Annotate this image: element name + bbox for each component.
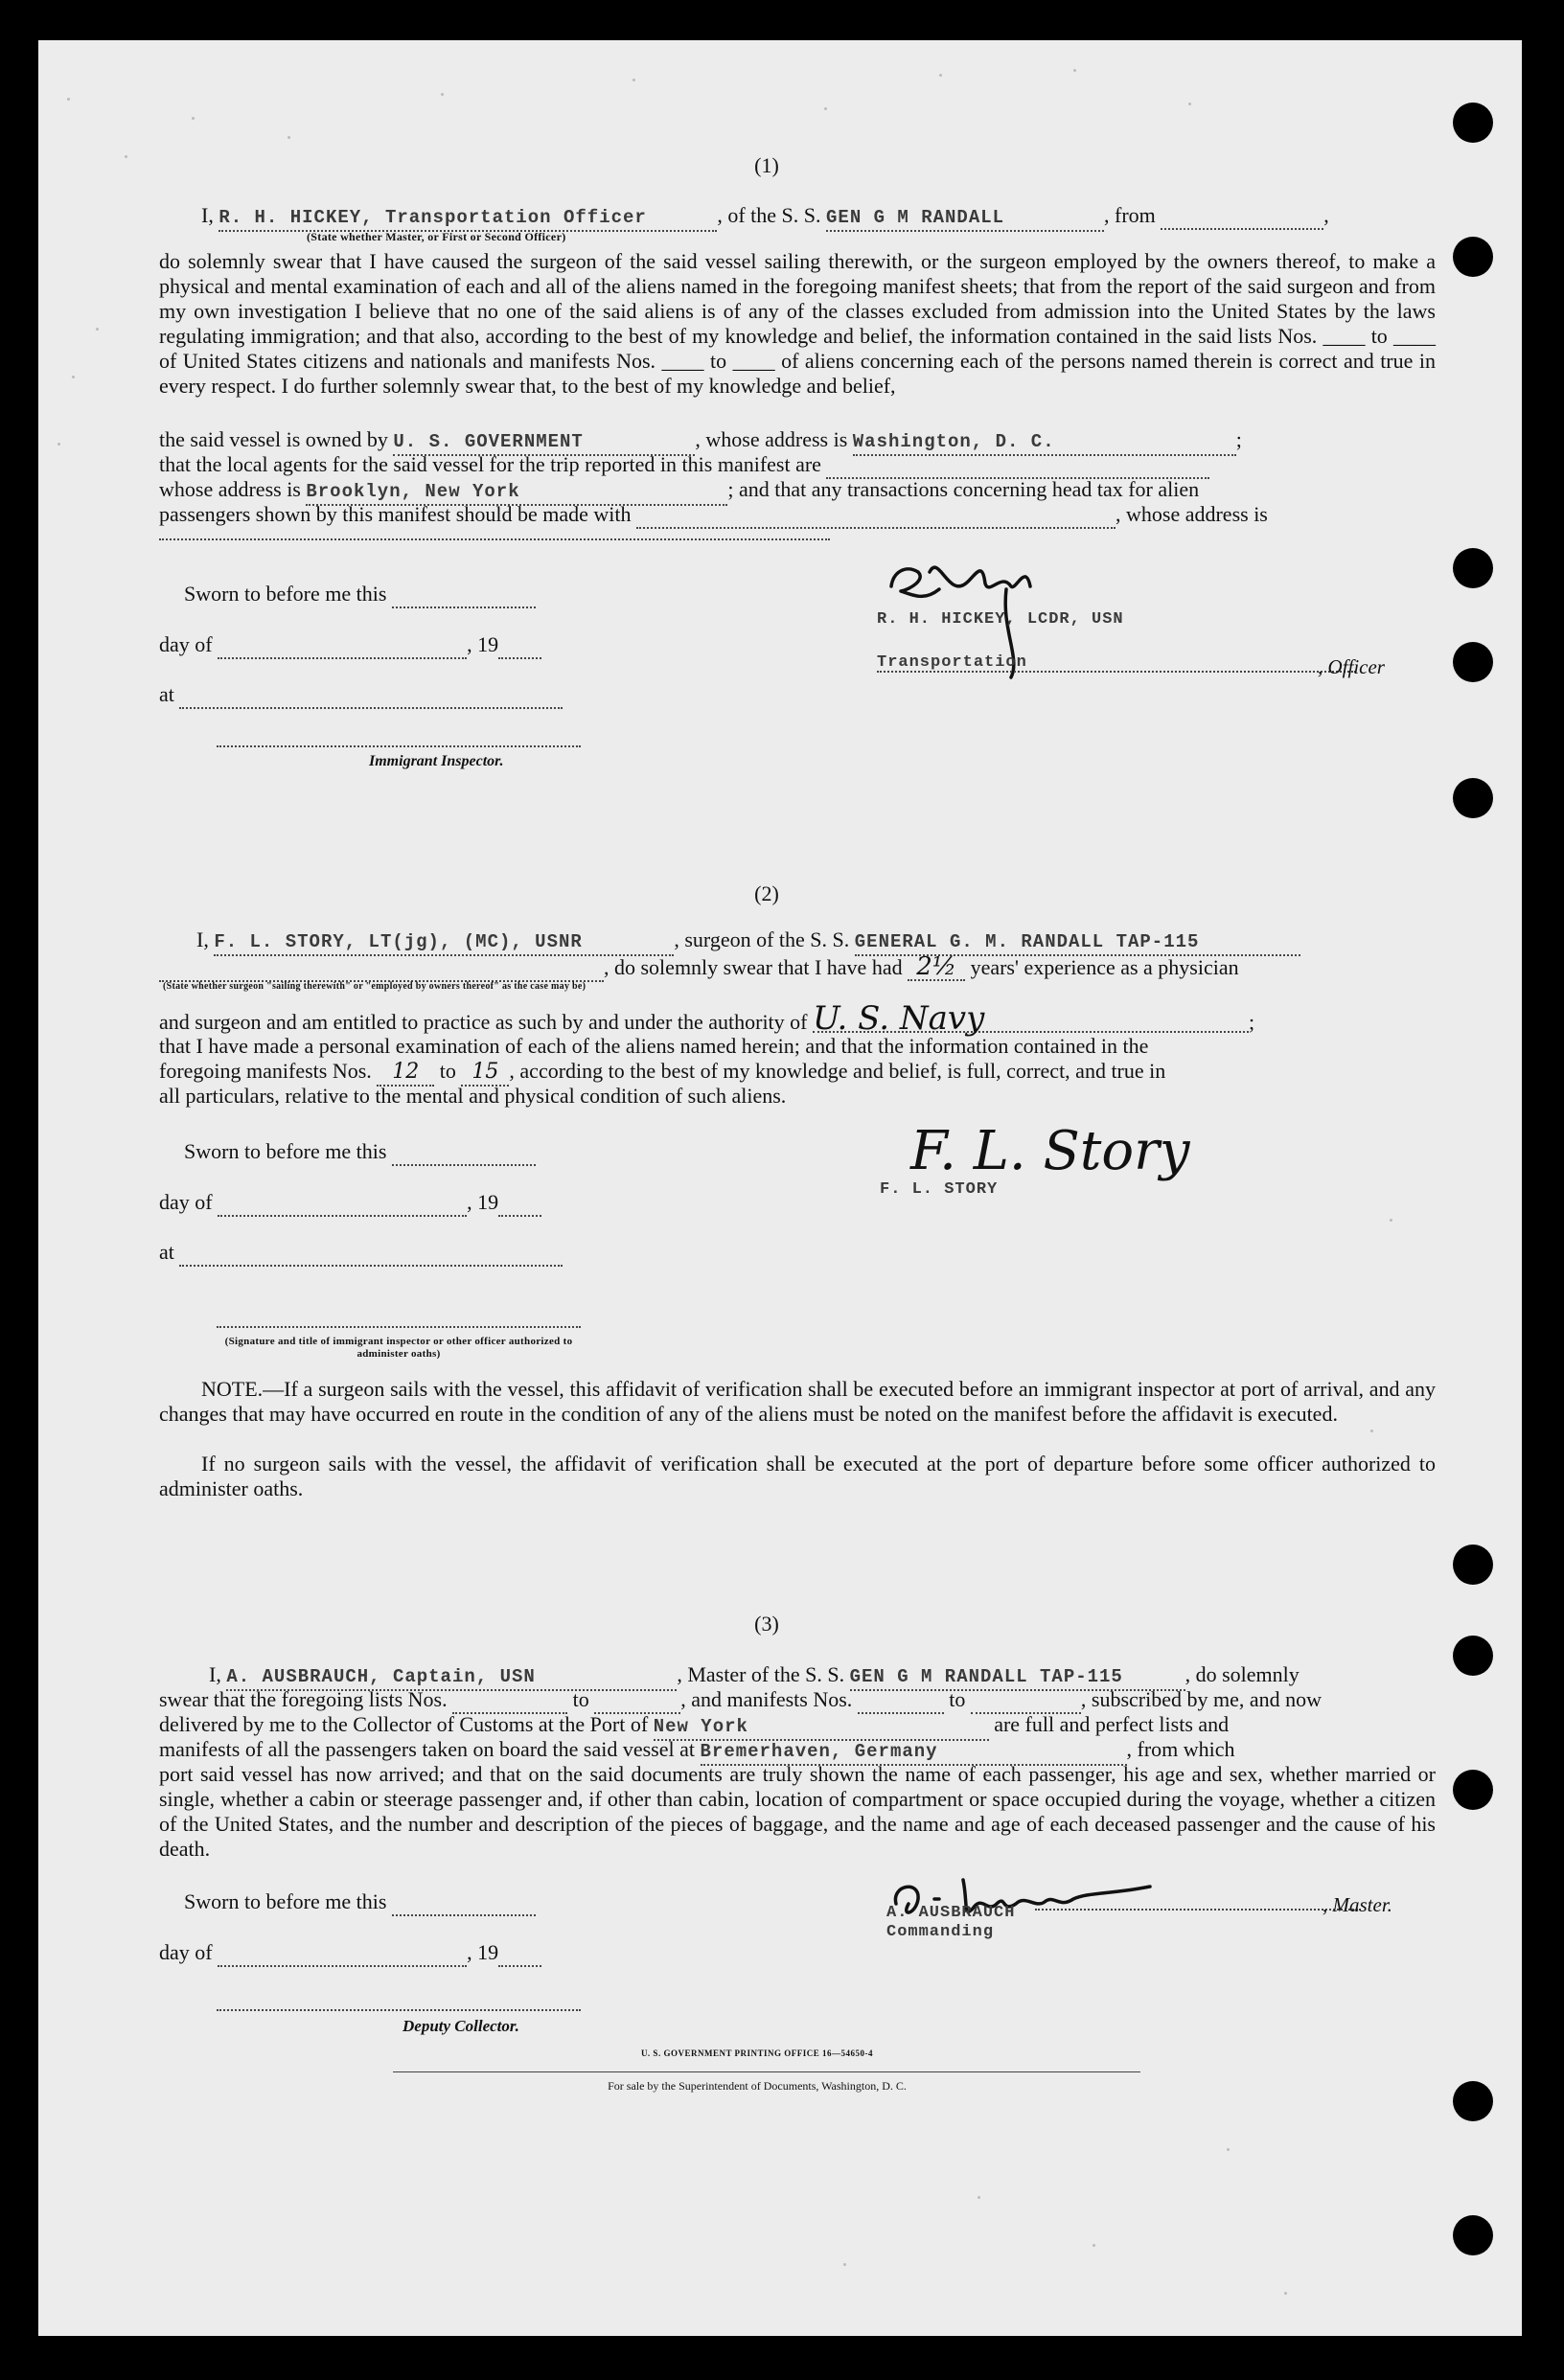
binder-hole: [1453, 778, 1493, 818]
sec3-lists-label: swear that the foregoing lists Nos.: [159, 1687, 448, 1711]
binder-hole: [1453, 1636, 1493, 1676]
sec3-year-label: , 19: [467, 1940, 499, 1964]
sec1-at-label: at: [159, 682, 174, 706]
sec3-paragraph: port said vessel has now arrived; and that on the said documents are truly shown the name of each passenger, his age and sex, whether married or single, whether a cabin or steerage passenger and, if other than cabin, location of compartment or space occupied during the voyage, whether a citizen of the United States, and the number and description of the pieces of baggage, and the name and age of each deceased passenger and the cause of his death.: [159, 1762, 1436, 1861]
sec3-from-port: Bremerhaven, Germany: [701, 1739, 1127, 1766]
sec2-sworn: [184, 1139, 536, 1166]
sec1-passengers-address: , whose address is: [1116, 502, 1268, 526]
sec3-to-1: to: [572, 1687, 589, 1711]
sec3-ship-name: GEN G M RANDALL TAP-115: [850, 1664, 1185, 1691]
sec1-head-tax-text: ; and that any transactions concerning head tax for alien: [727, 477, 1200, 501]
sec3-subscribed-text: , subscribed by me, and now: [1080, 1687, 1322, 1711]
section-3-number: (3): [754, 1612, 779, 1636]
binder-hole: [1453, 237, 1493, 277]
sec3-do-solemnly: , do solemnly: [1184, 1662, 1300, 1686]
binder-hole: [1453, 642, 1493, 682]
binder-hole: [1453, 2081, 1493, 2121]
sec3-day: [159, 1940, 541, 1967]
sec2-authority: U. S. Navy: [813, 1006, 1249, 1033]
sec3-from-which: , from which: [1126, 1737, 1235, 1761]
sec1-passengers-label: passengers shown by this manifest should be made with: [159, 502, 632, 526]
sec1-agents-address: Brooklyn, New York: [306, 479, 727, 506]
sec2-sworn-label: Sworn to before me this: [184, 1139, 387, 1163]
sec3-line2: [159, 1687, 1322, 1714]
sec3-sworn: [184, 1889, 536, 1916]
document-page: [38, 40, 1522, 2336]
sec2-state-caption: (State whether surgeon "sailing therewith" or "employed by owners thereof" as the case may be): [163, 981, 586, 992]
sec2-i: I,: [196, 927, 209, 951]
sec2-line2: [159, 954, 1239, 982]
sec1-sworn-label: Sworn to before me this: [184, 582, 387, 606]
sec1-typed-name: R. H. HICKEY, LCDR, USN: [877, 610, 1124, 629]
sec2-day: [159, 1190, 541, 1217]
sec2-years: 2½: [908, 954, 965, 981]
sec2-signature-caption: (Signature and title of immigrant inspector or other officer authorized to administer oaths): [224, 1336, 573, 1360]
sec3-master-of: , Master of the S. S.: [677, 1662, 845, 1686]
sec1-agents-line: [159, 452, 1209, 479]
sec3-sworn-label: Sworn to before me this: [184, 1889, 387, 1913]
sec1-paragraph: do solemnly swear that I have caused the surgeon of the said vessel sailing therewith, or the surgeon employed by the owners thereof, to make a physical and mental examination of each and all of the aliens named in the foregoing manifest sheets; that from the report of the said surgeon and from my own investigation I believe that no one of the said aliens is of any of the classes excluded from admission into the United States by the laws regulating immigration; and that also, according to the best of my knowledge and belief, the information contained in the said lists Nos. ____ to ____ of United States citizens and nationals and manifests Nos. ____ to ____ of aliens concerning each of the persons named therein is correct and true in every respect. I do further solemnly swear that, to the best of my knowledge and belief,: [159, 249, 1436, 398]
sec2-year-label: , 19: [467, 1190, 499, 1214]
section-1-number: (1): [754, 153, 779, 177]
sec2-handwritten-signature: F. L. Story: [910, 1120, 1190, 1182]
sec1-day: [159, 632, 541, 659]
sec2-years-label: years' experience as a physician: [970, 955, 1239, 979]
sec3-port-label: delivered by me to the Collector of Customs at the Port of: [159, 1712, 649, 1736]
sec3-manifests-label: , and manifests Nos.: [680, 1687, 853, 1711]
sec3-i: I,: [209, 1662, 221, 1686]
sec3-taken-on-label: manifests of all the passengers taken on board the said vessel at: [159, 1737, 696, 1761]
sale-line: For sale by the Superintendent of Documents, Washington, D. C.: [608, 2079, 907, 2093]
sec1-passengers-line: [159, 502, 1268, 529]
sec2-surgeon-name: F. L. STORY, LT(jg), (MC), USNR: [214, 929, 674, 956]
sec3-master-name: A. AUSBRAUCH, Captain, USN: [226, 1664, 677, 1691]
sec2-day-label: day of: [159, 1190, 213, 1214]
sec2-manifests-label: foregoing manifests Nos.: [159, 1059, 372, 1083]
sec1-of-ss: , of the S. S.: [717, 203, 821, 227]
sec1-owner-address: Washington, D. C.: [853, 429, 1236, 456]
sec2-note: NOTE.—If a surgeon sails with the vessel, this affidavit of verification shall be executed before an immigrant inspector at port of arrival, and any changes that may have occurred en route in the condition of any of the aliens must be noted on the manifest before the affidavit is executed.: [159, 1377, 1436, 1426]
sec2-line3: and surgeon and am entitled to practice as such by and under the authority of U. S. Navy ;: [159, 999, 1255, 1038]
sec3-to-2: to: [949, 1687, 966, 1711]
sec1-from: , from: [1104, 203, 1156, 227]
sec1-whose-address: , whose address is: [695, 427, 848, 451]
binder-hole: [1453, 103, 1493, 143]
sec1-at: [159, 682, 563, 709]
sec2-authority-label: and surgeon and am entitled to practice as such by and under the authority of: [159, 1010, 808, 1034]
sec3-master-label: , Master.: [1322, 1893, 1392, 1916]
sec1-agents-address-label: whose address is: [159, 477, 301, 501]
sec1-day-label: day of: [159, 632, 213, 656]
sec2-swear-text: , do solemnly swear that I have had: [604, 955, 903, 979]
sec1-owner-line: the said vessel is owned by U. S. GOVERNMENT , whose address is Washington, D. C. ;: [159, 427, 1242, 456]
sec3-port: New York: [654, 1714, 989, 1741]
sec1-inspector-caption: Immigrant Inspector.: [369, 753, 504, 769]
section-2-number: (2): [754, 881, 779, 905]
sec2-surgeon-of: , surgeon of the S. S.: [674, 927, 850, 951]
sec2-line4: that I have made a personal examination of each of the aliens named herein; and that the information contained in the: [159, 1034, 1149, 1058]
sec3-full-lists-text: are full and perfect lists and: [994, 1712, 1230, 1736]
binder-hole: [1453, 548, 1493, 588]
sec1-typed-title: Transportation: [877, 653, 1027, 672]
sec1-ship-name: GEN G M RANDALL: [826, 205, 1104, 232]
sec2-line6: all particulars, relative to the mental and physical condition of such aliens.: [159, 1084, 787, 1108]
sec3-typed-name: A. AUSBRAUCH: [886, 1904, 1016, 1922]
printing-office-line: U. S. GOVERNMENT PRINTING OFFICE 16—54650-4: [640, 2048, 874, 2058]
sec1-sworn: [184, 582, 536, 608]
sec1-officer-label: , Officer: [1318, 655, 1385, 678]
sec2-at-label: at: [159, 1240, 174, 1264]
binder-hole: [1453, 2215, 1493, 2255]
sec2-to-no: 15: [461, 1060, 509, 1087]
sec3-typed-title: Commanding: [886, 1923, 995, 1941]
sec3-day-label: day of: [159, 1940, 213, 1964]
sec1-year-label: , 19: [467, 632, 499, 656]
sec1-owner: U. S. GOVERNMENT: [393, 429, 695, 456]
sec2-to: to: [439, 1059, 456, 1083]
sec2-at: [159, 1240, 563, 1267]
sec1-owned-label: the said vessel is owned by: [159, 427, 388, 451]
sec1-agents-label: that the local agents for the said vessel for the trip reported in this manifest are: [159, 452, 821, 476]
sec2-from-no: 12: [377, 1060, 434, 1087]
sec2-ship-name: GENERAL G. M. RANDALL TAP-115: [855, 929, 1300, 956]
sec1-state-caption: (State whether Master, or First or Second Officer): [307, 230, 566, 243]
sec2-line5: [159, 1059, 1165, 1087]
sec3-collector-caption: Deputy Collector.: [402, 2017, 519, 2035]
sec2-note2: If no surgeon sails with the vessel, the affidavit of verification shall be executed at the port of departure before some officer authorized to administer oaths.: [159, 1452, 1436, 1500]
sec2-line1: [196, 927, 1300, 956]
sec1-officer-name: R. H. HICKEY, Transportation Officer: [218, 205, 717, 232]
binder-hole: [1453, 1545, 1493, 1585]
binder-hole: [1453, 1770, 1493, 1810]
sec2-according-text: , according to the best of my knowledge and belief, is full, correct, and true in: [509, 1059, 1166, 1083]
sec2-typed-name: F. L. STORY: [880, 1180, 999, 1199]
sec1-i: I,: [201, 203, 214, 227]
sec1-line1: I, R. H. HICKEY, Transportation Officer , of the S. S. GEN G M RANDALL , from ,: [201, 203, 1329, 232]
